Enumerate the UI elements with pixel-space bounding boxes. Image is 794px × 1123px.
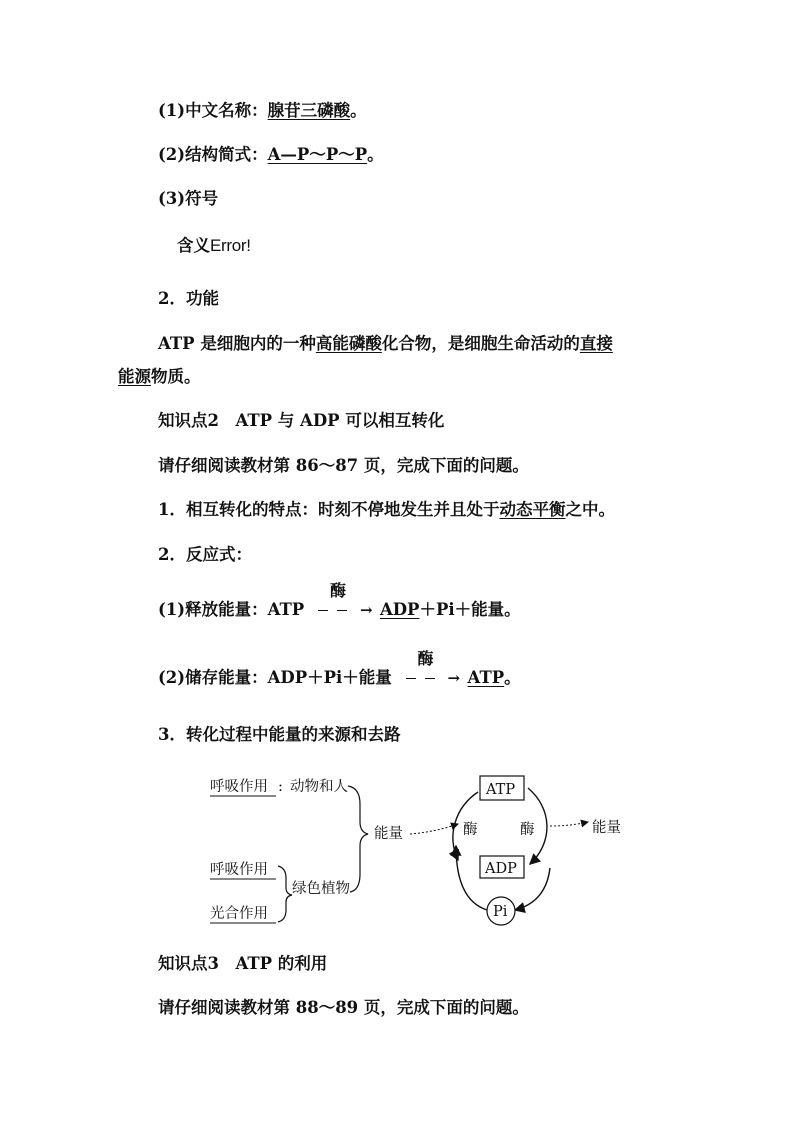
atp-label: ATP (486, 782, 516, 798)
answer-dynamic-balance: 动态平衡 (499, 500, 566, 519)
colon: : (278, 779, 283, 795)
enzyme-left: 酶 (463, 822, 478, 838)
adp-label: ADP (485, 861, 517, 877)
arrow-dash (406, 678, 416, 679)
item-reaction: 2．反应式： (158, 545, 252, 564)
arrow-head: → (447, 668, 461, 687)
answer-chinese-name: 腺苷三磷酸 (267, 101, 351, 120)
line-chinese-name: (1)中文名称：腺苷三磷酸。 (158, 101, 367, 120)
line-function-desc-cont: 能源物质。 (118, 367, 201, 386)
answer-structure-formula: A—P～P～P (267, 145, 368, 164)
error-text: Error! (210, 236, 251, 255)
heading-function: 2．功能 (158, 289, 219, 308)
enzyme-right: 酶 (520, 822, 535, 838)
instruction-kp2: 请仔细阅读教材第 86～87 页，完成下面的问题。 (158, 456, 529, 475)
energy-out-arrow (550, 822, 588, 826)
instruction-kp3: 请仔细阅读教材第 88～89 页，完成下面的问题。 (158, 998, 529, 1017)
item-energy-source: 3．转化过程中能量的来源和去路 (158, 725, 401, 744)
answer-adp: ADP (379, 600, 420, 619)
answer-high-energy: 高能磷酸 (315, 334, 382, 353)
energy-in-arrow (410, 824, 458, 834)
arrow-dash (337, 610, 347, 611)
line-meaning: 含义Error! (177, 236, 251, 255)
heading-kp2: 知识点2 ATP 与 ADP 可以相互转化 (158, 411, 445, 430)
label-photosynthesis: 光合作用 (210, 906, 268, 922)
brace-small (278, 866, 292, 922)
label-energy-out: 能量 (592, 820, 621, 836)
line-symbol: (3)符号 (158, 189, 219, 208)
label-green-plants: 绿色植物 (292, 881, 350, 897)
label-energy-in: 能量 (374, 826, 403, 842)
heading-kp3: 知识点3 ATP 的利用 (158, 954, 328, 973)
line-function-desc: ATP 是细胞内的一种高能磷酸化合物，是细胞生命活动的直接 (158, 334, 613, 353)
label-respiration-2: 呼吸作用 (210, 862, 268, 878)
reaction-release: (1)释放能量：ATP 酶 → ADP＋Pi＋能量。 (158, 599, 521, 622)
reaction-store: (2)储存能量：ADP＋Pi＋能量 酶 → ATP。 (158, 667, 521, 690)
enzyme-label: 酶 (417, 648, 434, 668)
label-respiration-1: 呼吸作用 (210, 779, 268, 795)
brace-large (348, 786, 368, 892)
answer-energy-source: 能源 (118, 367, 151, 386)
line-structure-formula: (2)结构简式：A—P～P～P。 (158, 145, 384, 164)
answer-direct: 直接 (579, 334, 613, 353)
label-animals: 动物和人 (290, 779, 348, 795)
item-characteristic: 1．相互转化的特点：时刻不停地发生并且处于动态平衡之中。 (158, 500, 615, 519)
arrow-dash (425, 678, 435, 679)
pi-label: Pi (493, 904, 508, 920)
enzyme-arrow (398, 648, 468, 690)
arrow-head: → (359, 600, 373, 619)
answer-atp: ATP (467, 668, 505, 687)
enzyme-label: 酶 (329, 580, 346, 600)
arrow-dash (318, 610, 328, 611)
atp-adp-cycle-diagram (200, 760, 640, 930)
enzyme-arrow (310, 580, 380, 622)
